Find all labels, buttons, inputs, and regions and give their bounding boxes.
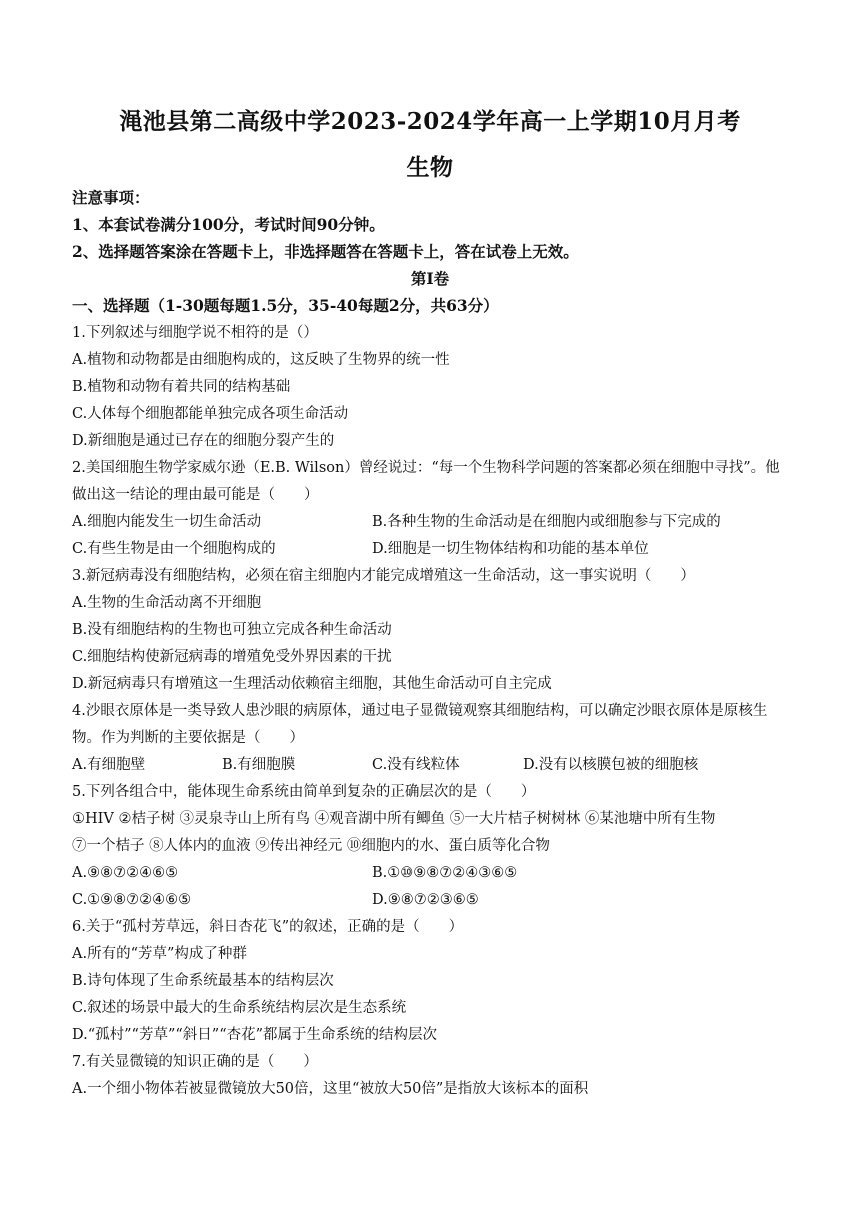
question-6-stem: 6.关于“孤村芳草远，斜日杏花飞”的叙述，正确的是（ ） bbox=[72, 919, 464, 935]
question-6-option-b: B.诗句体现了生命系统最基本的结构层次 bbox=[72, 973, 334, 989]
question-5-option-b: B.①⑩⑨⑧⑦②④③⑥⑤ bbox=[372, 865, 518, 881]
question-5-option-c: C.①⑨⑧⑦②④⑥⑤ bbox=[72, 892, 192, 908]
notice-item-1: 1、本套试卷满分100分，考试时间90分钟。 bbox=[72, 215, 385, 234]
question-6-option-a: A.所有的“芳草”构成了种群 bbox=[72, 946, 247, 962]
question-5-list-line-1: ①HIV ②桔子树 ③灵泉寺山上所有鸟 ④观音湖中所有鲫鱼 ⑤一大片桔子树树林 ⑥某池塘中所有生物 bbox=[72, 811, 716, 827]
volume-label: 第I卷 bbox=[410, 269, 450, 288]
question-7-option-a: A.一个细小物体若被显微镜放大50倍，这里“被放大50倍”是指放大该标本的面积 bbox=[72, 1081, 589, 1097]
question-1-option-c: C.人体每个细胞都能单独完成各项生命活动 bbox=[72, 406, 349, 422]
question-1-option-b: B.植物和动物有着共同的结构基础 bbox=[72, 379, 291, 395]
question-7-stem: 7.有关显微镜的知识正确的是（ ） bbox=[72, 1054, 318, 1070]
question-6-option-c: C.叙述的场景中最大的生命系统结构层次是生态系统 bbox=[72, 1000, 407, 1016]
question-4-stem-line-1: 4.沙眼衣原体是一类导致人患沙眼的病原体，通过电子显微镜观察其细胞结构，可以确定沙眼衣原体是原核生 bbox=[72, 703, 768, 719]
question-5-option-d: D.⑨⑧⑦②③⑥⑤ bbox=[372, 892, 479, 908]
exam-title: 渑池县第二高级中学2023-2024学年高一上学期10月月考 bbox=[119, 108, 741, 135]
question-2-option-b: B.各种生物的生命活动是在细胞内或细胞参与下完成的 bbox=[372, 514, 721, 530]
question-4-option-b: B.有细胞膜 bbox=[222, 757, 296, 773]
question-1-option-a: A.植物和动物都是由细胞构成的，这反映了生物界的统一性 bbox=[72, 352, 450, 368]
exam-subject: 生物 bbox=[406, 154, 454, 181]
section-heading: 一、选择题（1-30题每题1.5分，35-40每题2分，共63分） bbox=[72, 296, 499, 315]
question-5-option-a: A.⑨⑧⑦②④⑥⑤ bbox=[72, 865, 179, 881]
question-1-option-d: D.新细胞是通过已存在的细胞分裂产生的 bbox=[72, 433, 335, 449]
question-4-stem-line-2: 物。作为判断的主要依据是（ ） bbox=[72, 730, 304, 746]
question-4-option-a: A.有细胞壁 bbox=[72, 757, 146, 773]
question-4-option-d: D.没有以核膜包被的细胞核 bbox=[523, 757, 699, 773]
question-5-stem: 5.下列各组合中，能体现生命系统由简单到复杂的正确层次的是（ ） bbox=[72, 784, 536, 800]
question-3-stem: 3.新冠病毒没有细胞结构，必须在宿主细胞内才能完成增殖这一生命活动，这一事实说明（ ） bbox=[72, 568, 695, 584]
question-3-option-a: A.生物的生命活动离不开细胞 bbox=[72, 595, 262, 611]
question-5-list-line-2: ⑦一个桔子 ⑧人体内的血液 ⑨传出神经元 ⑩细胞内的水、蛋白质等化合物 bbox=[72, 838, 550, 854]
notice-item-2: 2、选择题答案涂在答题卡上，非选择题答在答题卡上，答在试卷上无效。 bbox=[72, 242, 579, 261]
question-3-option-b: B.没有细胞结构的生物也可独立完成各种生命活动 bbox=[72, 622, 392, 638]
question-2-option-d: D.细胞是一切生物体结构和功能的基本单位 bbox=[372, 541, 649, 557]
question-3-option-d: D.新冠病毒只有增殖这一生理活动依赖宿主细胞，其他生命活动可自主完成 bbox=[72, 676, 552, 692]
question-2-option-a: A.细胞内能发生一切生命活动 bbox=[72, 514, 262, 530]
notice-heading: 注意事项： bbox=[72, 188, 150, 207]
question-2-stem-line-1: 2.美国细胞生物学家威尔逊（E.B. Wilson）曾经说过：“每一个生物科学问题的答案都必须在细胞中寻找”。他 bbox=[72, 460, 780, 476]
question-1-stem: 1.下列叙述与细胞学说不相符的是（） bbox=[72, 325, 318, 341]
question-6-option-d: D.“孤村”“芳草”“斜日”“杏花”都属于生命系统的结构层次 bbox=[72, 1027, 438, 1043]
question-4-option-c: C.没有线粒体 bbox=[372, 757, 460, 773]
question-3-option-c: C.细胞结构使新冠病毒的增殖免受外界因素的干扰 bbox=[72, 649, 392, 665]
question-2-option-c: C.有些生物是由一个细胞构成的 bbox=[72, 541, 276, 557]
question-2-stem-line-2: 做出这一结论的理由最可能是（ ） bbox=[72, 487, 319, 503]
